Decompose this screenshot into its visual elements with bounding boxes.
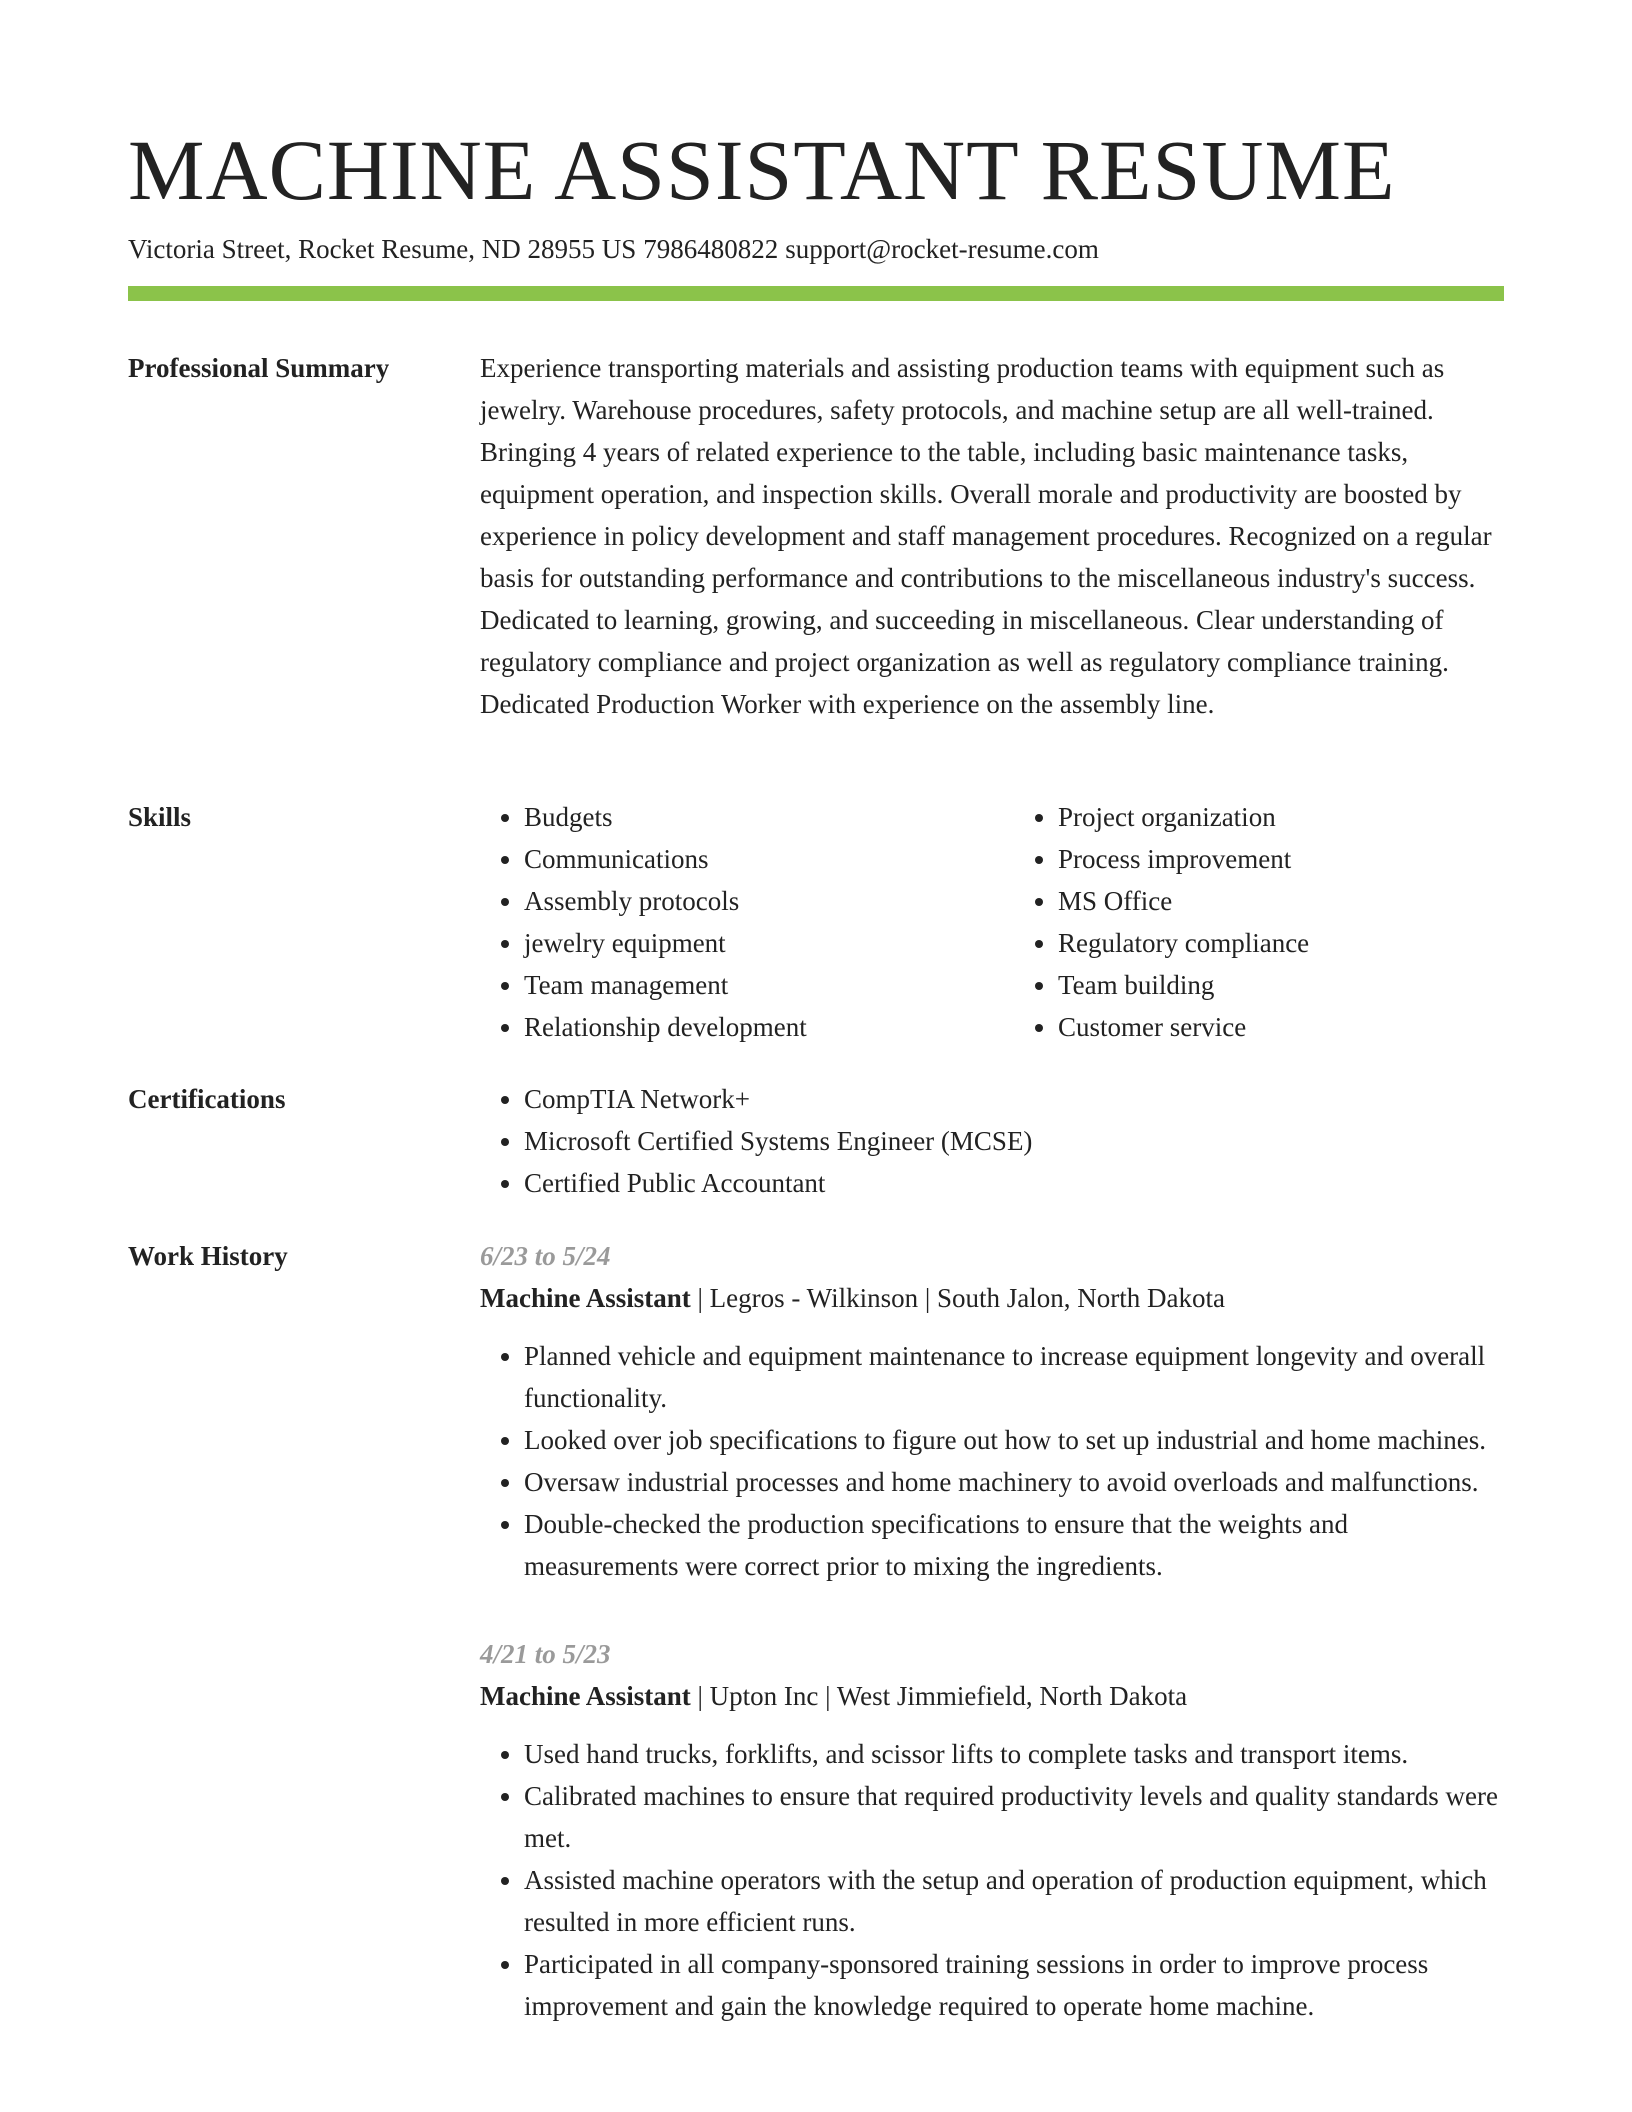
contact-email: support@rocket-resume.com	[785, 234, 1099, 264]
skill-item: • Team building	[1058, 964, 1504, 1006]
skills-list-right	[1014, 796, 1504, 1048]
job-bullet: • Looked over job specifications to figure out how to set up industrial and home machines.	[524, 1419, 1504, 1461]
contact-address: Victoria Street, Rocket Resume, ND 28955 US	[128, 234, 637, 264]
skill-item: • Assembly protocols	[524, 880, 970, 922]
job-dates: 4/21 to 5/23	[480, 1639, 611, 1669]
job-title: Machine Assistant	[480, 1681, 691, 1711]
contact-line	[128, 232, 1099, 266]
certification-item: • CompTIA Network+	[524, 1078, 1504, 1120]
job-dates: 6/23 to 5/24	[480, 1241, 611, 1271]
certification-item: • Microsoft Certified Systems Engineer (MCSE)	[524, 1120, 1504, 1162]
resume-title: MACHINE ASSISTANT RESUME	[128, 122, 1396, 218]
work-history-body	[480, 1235, 1504, 2073]
job-details: | Upton Inc | West Jimmiefield, North Dakota	[690, 1681, 1188, 1711]
certifications-list	[480, 1078, 1504, 1204]
skill-item: • jewelry equipment	[524, 922, 970, 964]
job-bullet: • Assisted machine operators with the setup and operation of production equipment, which resulted in more efficient runs.	[524, 1859, 1504, 1943]
job-details: | Legros - Wilkinson | South Jalon, North Dakota	[690, 1283, 1225, 1313]
job-title: Machine Assistant	[480, 1283, 691, 1313]
job-bullet: • Planned vehicle and equipment maintenance to increase equipment longevity and overall functionality.	[524, 1335, 1504, 1419]
skill-item: • Project organization	[1058, 796, 1504, 838]
summary-body	[480, 347, 1504, 725]
skill-item: • Budgets	[524, 796, 970, 838]
job-bullet: • Calibrated machines to ensure that required productivity levels and quality standards were met.	[524, 1775, 1504, 1859]
skills-grid	[480, 796, 1504, 1048]
job-heading	[480, 1277, 1504, 1319]
job-heading	[480, 1675, 1504, 1717]
skill-item: • MS Office	[1058, 880, 1504, 922]
skill-item: • Regulatory compliance	[1058, 922, 1504, 964]
job-bullets	[480, 1335, 1504, 1587]
skill-item: • Relationship development	[524, 1006, 970, 1048]
contact-phone: 7986480822	[643, 234, 779, 264]
skill-item: • Team management	[524, 964, 970, 1006]
certifications-heading: Certifications	[128, 1084, 286, 1114]
summary-heading: Professional Summary	[128, 353, 390, 383]
job-entry	[480, 1633, 1504, 2027]
certifications-body	[480, 1078, 1504, 1204]
job-bullet: • Double-checked the production specifications to ensure that the weights and measurements were correct prior to mixing the ingredients.	[524, 1503, 1504, 1587]
skills-body	[480, 796, 1504, 1048]
summary-text: Experience transporting materials and assisting production teams with equipment such as jewelry. Warehouse procedures, safety protocols, and machine setup are all well-trained. Bringing 4 years of related experience to the table, including basic maintenance tasks, equipment operation, and inspection skills. Overall morale and productivity are boosted by experience in policy development and staff management procedures. Recognized on a regular basis for outstanding performance and contributions to the miscellaneous industry's success. Dedicated to learning, growing, and succeeding in miscellaneous. Clear understanding of regulatory compliance and project organization as well as regulatory compliance training. Dedicated Production Worker with experience on the assembly line.	[480, 353, 1492, 719]
job-entry	[480, 1235, 1504, 1587]
skill-item: • Process improvement	[1058, 838, 1504, 880]
job-bullet: • Participated in all company-sponsored training sessions in order to improve process improvement and gain the knowledge required to operate home machine.	[524, 1943, 1504, 2027]
skills-list-left	[480, 796, 970, 1048]
skill-item: • Customer service	[1058, 1006, 1504, 1048]
job-bullet: • Used hand trucks, forklifts, and scissor lifts to complete tasks and transport items.	[524, 1733, 1504, 1775]
header-divider	[128, 286, 1504, 301]
skill-item: • Communications	[524, 838, 970, 880]
job-bullets	[480, 1733, 1504, 2027]
job-bullet: • Oversaw industrial processes and home machinery to avoid overloads and malfunctions.	[524, 1461, 1504, 1503]
certification-item: • Certified Public Accountant	[524, 1162, 1504, 1204]
skills-heading: Skills	[128, 802, 192, 832]
work-history-heading: Work History	[128, 1241, 288, 1271]
